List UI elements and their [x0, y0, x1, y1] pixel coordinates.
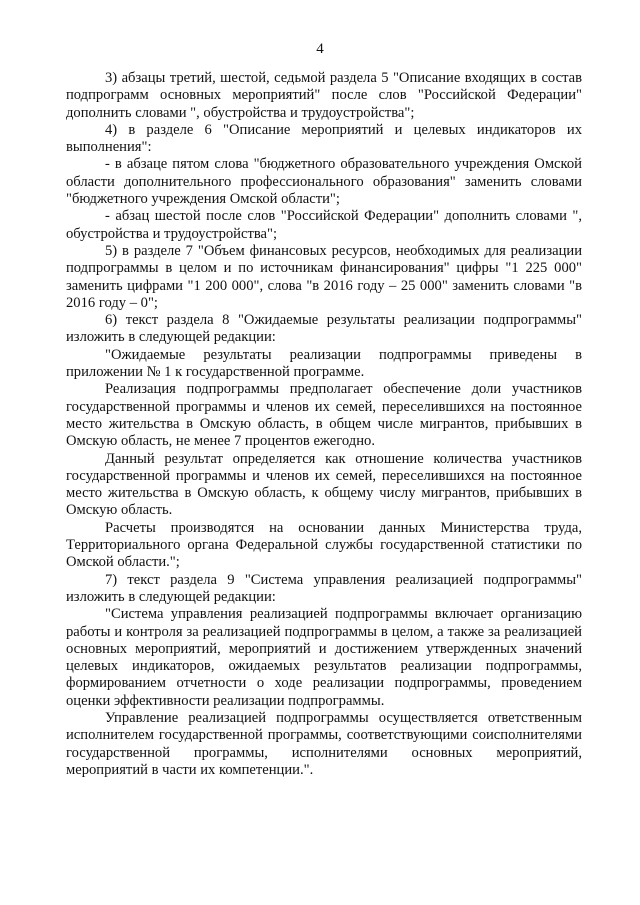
paragraph: - в абзаце пятом слова "бюджетного образовательного учреждения Омской области дополнительного профессионального образования" заменить словами "бюджетного учреждения Омской области"; [66, 156, 582, 208]
paragraph: 7) текст раздела 9 "Система управления реализацией подпрограммы" изложить в следующей редакции: [66, 571, 582, 605]
paragraph: - абзац шестой после слов "Российской Федерации" дополнить словами ", обустройства и трудоустройства"; [66, 208, 582, 242]
paragraph: Расчеты производятся на основании данных Министерства труда, Территориального органа Федеральной службы государственной статистики по Омской области."; [66, 519, 582, 571]
paragraph: "Ожидаемые результаты реализации подпрограммы приведены в приложении № 1 к государственной программе. [66, 346, 582, 381]
paragraph: Управление реализацией подпрограммы осуществляется ответственным исполнителем государственной программы, соответствующими соисполнителями государственной программы, исполнителями основных мероприятий, мероприятий в части их компетенции.". [66, 709, 582, 778]
paragraph: 5) в разделе 7 "Объем финансовых ресурсов, необходимых для реализации подпрограммы в целом и по источникам финансирования" цифры "1 225 000" заменить цифрами "1 200 000", слова "в 2016 году – 25 000" заменить словами "в 2016 году – 0"; [66, 242, 582, 311]
paragraph: Данный результат определяется как отношение количества участников государственной программы и членов их семей, переселившихся на постоянное место жительства в Омскую область, к общему числу мигрантов, прибывших в Омскую область. [66, 450, 582, 519]
paragraph: 4) в разделе 6 "Описание мероприятий и целевых индикаторов их выполнения": [66, 121, 582, 156]
paragraph: "Система управления реализацией подпрограммы включает организацию работы и контроля за реализацией подпрограммы в целом, а также за реализацией основных мероприятий, мероприятий и достижением утвержденных значений целевых индикаторов, ожидаемых результатов реализации подпрограммы, формированием отчетности о ходе реализации подпрограммы, проведением оценки эффективности реализации подпрограммы. [66, 606, 582, 709]
page-number: 4 [316, 41, 324, 57]
document-body [66, 70, 582, 779]
paragraph: Реализация подпрограммы предполагает обеспечение доли участников государственной программы и членов их семей, переселившихся на постоянное место жительства в Омскую область, в общем числе мигрантов, прибывших в Омскую область, не менее 7 процентов ежегодно. [66, 381, 582, 450]
paragraph: 3) абзацы третий, шестой, седьмой раздела 5 "Описание входящих в состав подпрограмм основных мероприятий" после слов "Российской Федерации" дополнить словами ", обустройства и трудоустройства"; [66, 70, 582, 121]
paragraph: 6) текст раздела 8 "Ожидаемые результаты реализации подпрограммы" изложить в следующей редакции: [66, 312, 582, 346]
